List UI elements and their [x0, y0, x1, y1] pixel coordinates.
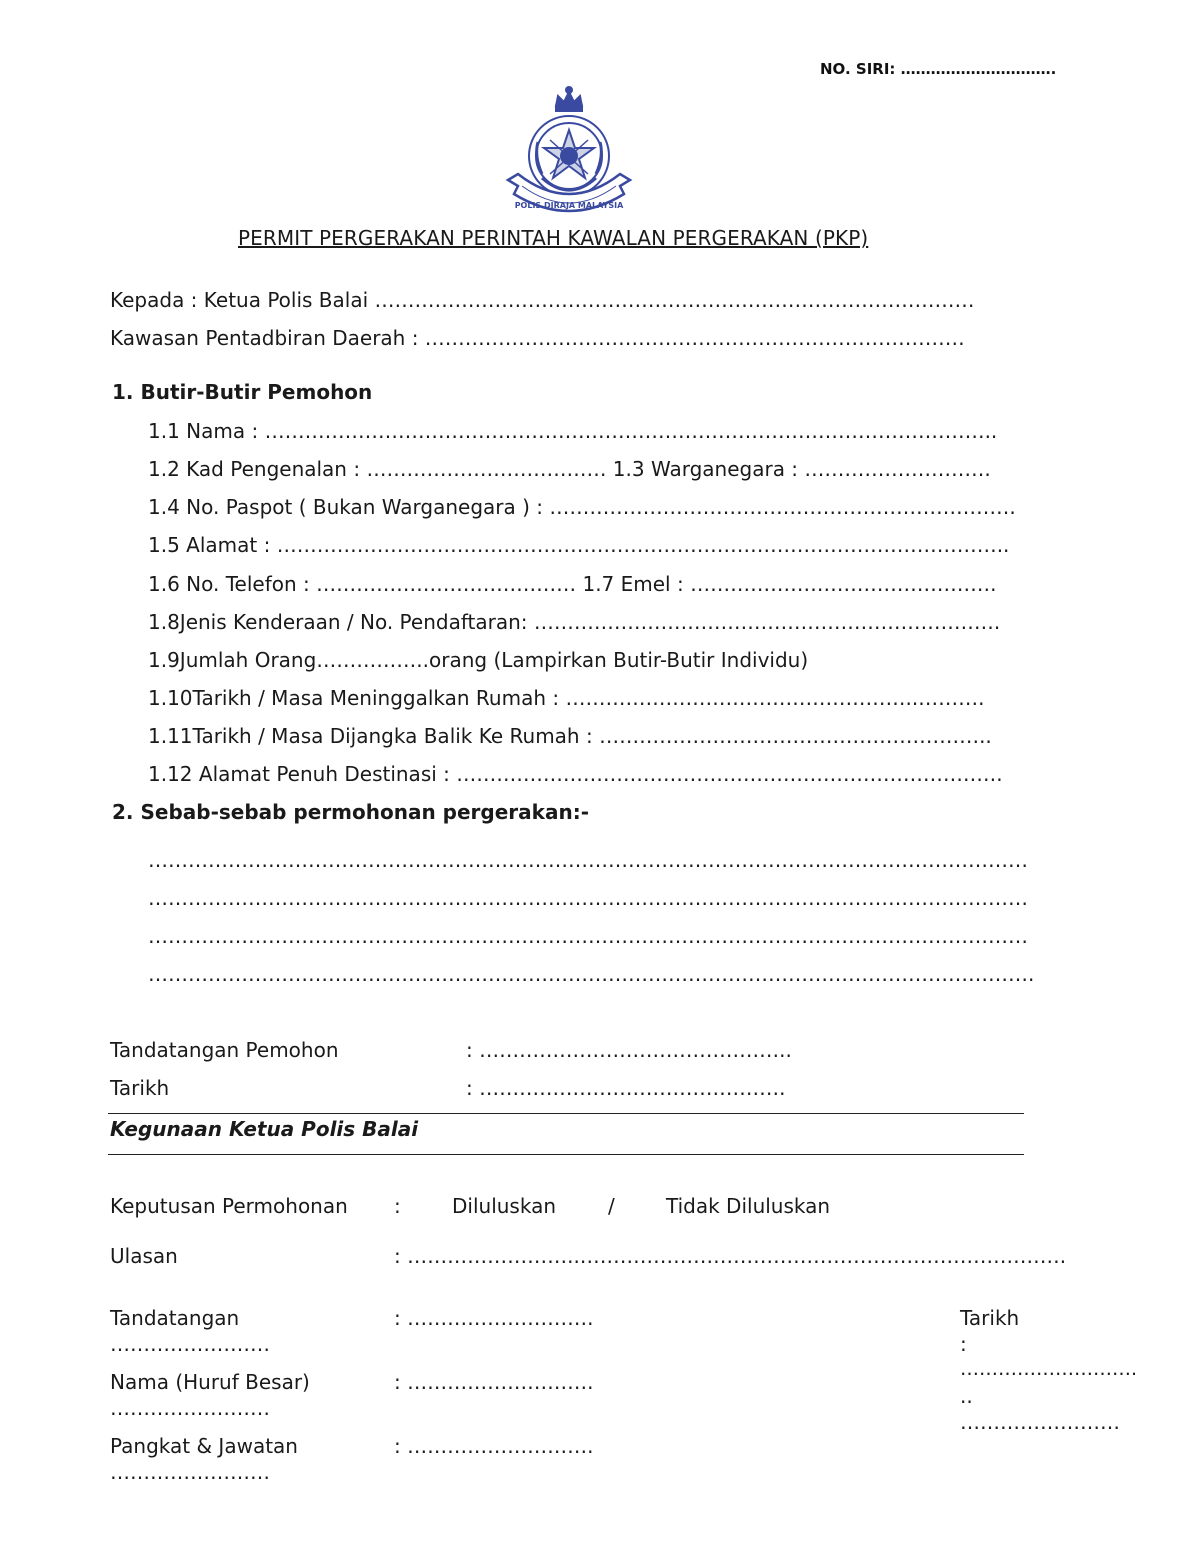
tarikh-balik-field[interactable]: 1.11Tarikh / Masa Dijangka Balik Ke Rumah : …………………………………………………..	[148, 724, 992, 748]
keputusan-colon: :	[394, 1194, 401, 1218]
destinasi-field[interactable]: 1.12 Alamat Penuh Destinasi : ……………………………………………………………………….	[148, 762, 1003, 786]
reason-line[interactable]: …………………………………………………………………………………………………………………….	[148, 962, 1035, 986]
alamat-field[interactable]: 1.5 Alamat : ………………………………………………………………………………………………..	[148, 533, 1010, 557]
kepada-field[interactable]: Kepada : Ketua Polis Balai ………………………………………………………………………………	[110, 288, 975, 312]
applicant-date-field[interactable]: : ……………………………………….	[466, 1076, 786, 1100]
serial-number-field: NO. SIRI: ………………………….	[820, 60, 1057, 78]
jumlah-orang-field[interactable]: 1.9Jumlah Orang……………..orang (Lampirkan Butir-Butir Individu)	[148, 648, 809, 672]
option-tidak-diluluskan[interactable]: Tidak Diluluskan	[666, 1194, 831, 1218]
applicant-sign-field[interactable]: : ………………………………………..	[466, 1038, 792, 1062]
applicant-date-label: Tarikh	[110, 1076, 170, 1100]
officer-rank-label: Pangkat & Jawatan	[110, 1434, 298, 1458]
officer-name-label: Nama (Huruf Besar)	[110, 1370, 310, 1394]
section-1-heading: 1. Butir-Butir Pemohon	[112, 380, 373, 404]
officer-date-field[interactable]: ……………………….	[960, 1358, 1138, 1380]
officer-rank-field[interactable]: : ……………………….	[394, 1434, 594, 1458]
kawasan-field[interactable]: Kawasan Pentadbiran Daerah : ………………………………………………………………………	[110, 326, 965, 350]
officer-date-dots: ……………………	[960, 1410, 1120, 1434]
officer-section-heading: Kegunaan Ketua Polis Balai	[110, 1117, 419, 1141]
divider	[108, 1113, 1024, 1114]
nama-field[interactable]: 1.1 Nama : ………………………………………………………………………………………………..	[148, 419, 998, 443]
ulasan-label: Ulasan	[110, 1244, 178, 1268]
officer-date-colon: :	[960, 1332, 967, 1356]
reason-line[interactable]: ……………………………………………………………………………………………………………………	[148, 924, 1028, 948]
applicant-sign-label: Tandatangan Pemohon	[110, 1038, 339, 1062]
ribbon-text: POLIS DIRAJA MALAYSIA	[514, 201, 624, 210]
polis-diraja-malaysia-crest-icon	[498, 82, 640, 224]
divider	[108, 1154, 1024, 1155]
telefon-field[interactable]: 1.6 No. Telefon : ………………………………… 1.7 Emel : ……………………………………….	[148, 572, 997, 596]
officer-date-dots: ..	[960, 1384, 973, 1408]
kad-pengenalan-field[interactable]: 1.2 Kad Pengenalan : ……………………………… 1.3 Warganegara : ……………………….	[148, 457, 991, 481]
officer-sign-label: Tandatangan	[110, 1306, 240, 1330]
ulasan-field[interactable]: : ……………………..……………………………………………………………….	[394, 1244, 1067, 1268]
kenderaan-field[interactable]: 1.8Jenis Kenderaan / No. Pendaftaran: …………………………………………………………….	[148, 610, 1001, 634]
officer-name-field[interactable]: : ……………………….	[394, 1370, 594, 1394]
officer-rank-dots: ……………………	[110, 1460, 270, 1484]
tarikh-tinggal-field[interactable]: 1.10Tarikh / Masa Meninggalkan Rumah : ……………………………………………..……….	[148, 686, 985, 710]
option-diluluskan[interactable]: Diluluskan	[452, 1194, 557, 1218]
officer-date-label: Tarikh	[960, 1306, 1020, 1330]
page-title: PERMIT PERGERAKAN PERINTAH KAWALAN PERGERAKAN (PKP)	[238, 226, 869, 250]
reason-line[interactable]: ……………………………………………………………………………………………………………………	[148, 848, 1028, 872]
officer-sign-field[interactable]: : ……………………….	[394, 1306, 594, 1330]
option-separator: /	[608, 1194, 615, 1218]
keputusan-label: Keputusan Permohonan	[110, 1194, 348, 1218]
officer-name-dots: ……………………	[110, 1396, 270, 1420]
section-2-heading: 2. Sebab-sebab permohonan pergerakan:-	[112, 800, 589, 824]
reason-line[interactable]: ……………………………………………………………………………………………………………………	[148, 886, 1028, 910]
paspot-field[interactable]: 1.4 No. Paspot ( Bukan Warganegara ) : …………………………………………………………….	[148, 495, 1016, 519]
officer-sign-dots: ……………………	[110, 1332, 270, 1356]
